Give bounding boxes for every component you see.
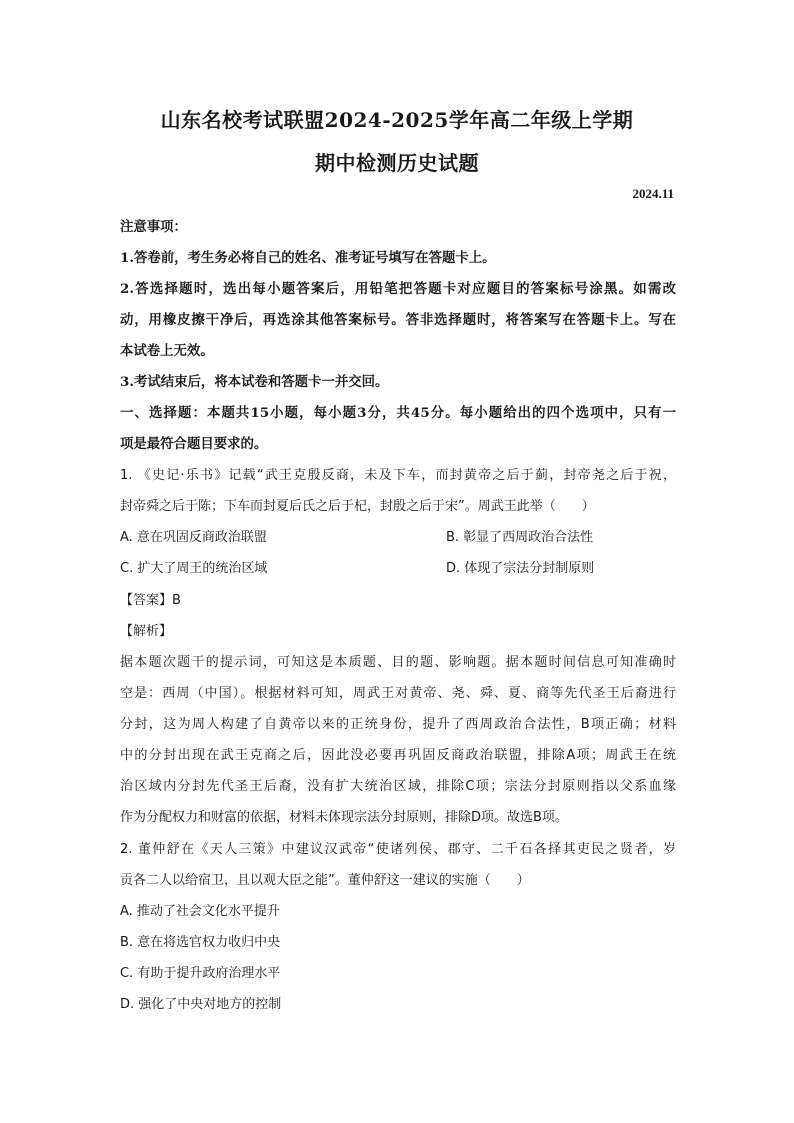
q1-analysis-line6: 作为分配权力和财富的依据，材料未体现宗法分封原则，排除D项。故选B项。 — [120, 810, 568, 825]
q2-option-c: C. 有助于提升政府治理水平 — [120, 966, 281, 981]
q1-analysis-line1: 据本题次题干的提示词，可知这是本质题、目的题、影响题。据本题时间信息可知准确时 — [120, 655, 676, 670]
q1-stem-line1: 1. 《史记·乐书》记载“武王克殷反商，未及下车，而封黄帝之后于蓟，封帝尧之后于祝， — [120, 468, 676, 483]
q1-analysis-line2: 空是：西周（中国）。根据材料可知，周武王对黄帝、尧、舜、夏、商等先代圣王后裔进行 — [120, 686, 676, 701]
exam-title-line1: 山东名校考试联盟2024-2025学年高二年级上学期 — [160, 108, 634, 132]
q1-analysis-line4: 中的分封出现在武王克商之后，因此没必要再巩固反商政治联盟，排除A项；周武王在统 — [120, 748, 676, 763]
notice-heading: 注意事项： — [120, 219, 187, 235]
notice-item-1: 1.答卷前，考生务必将自己的姓名、准考证号填写在答题卡上。 — [120, 250, 496, 266]
q2-option-d: D. 强化了中央对地方的控制 — [120, 997, 282, 1012]
q1-stem-line2: 封帝舜之后于陈；下车而封夏后氏之后于杞，封殷之后于宋”。周武王此举（ ） — [120, 499, 595, 514]
notice-item-3: 3.考试结束后，将本试卷和答题卡一并交回。 — [120, 374, 389, 390]
section1-heading-line1: 一、选择题：本题共15小题，每小题3分，共45分。每小题给出的四个选项中，只有一 — [120, 405, 676, 421]
q2-stem-line2: 贡各二人以给宿卫，且以观大臣之能”。董仲舒这一建议的实施（ ） — [120, 873, 530, 888]
q2-option-a: A. 推动了社会文化水平提升 — [120, 904, 280, 919]
notice-item-2-line3: 本试卷上无效。 — [120, 343, 214, 359]
notice-item-2-line1: 2.答选择题时，选出每小题答案后，用铅笔把答题卡对应题目的答案标号涂黑。如需改 — [120, 281, 676, 297]
exam-title-line2: 期中检测历史试题 — [315, 151, 479, 175]
q2-stem-line1: 2. 董仲舒在《天人三策》中建议汉武帝“使诸列侯、郡守、二千石各择其吏民之贤者，岁 — [120, 842, 676, 857]
section1-heading-line2: 项是最符合题目要求的。 — [120, 436, 268, 452]
q1-option-c: C. 扩大了周王的统治区域 — [120, 561, 268, 576]
q1-analysis-line5: 治区域内分封先代圣王后裔，没有扩大统治区域，排除C项；宗法分封原则指以父系血缘 — [120, 779, 676, 794]
notice-item-2-line2: 动，用橡皮擦干净后，再选涂其他答案标号。答非选择题时，将答案写在答题卡上。写在 — [120, 312, 676, 328]
q1-option-a: A. 意在巩固反商政治联盟 — [120, 530, 267, 545]
q1-analysis-line3: 分封，这为周人构建了自黄帝以来的正统身份，提升了西周政治合法性，B项正确；材料 — [120, 717, 676, 732]
q1-answer: 【答案】B — [120, 593, 181, 608]
q1-option-b: B. 彰显了西周政治合法性 — [446, 530, 594, 545]
q2-option-b: B. 意在将选官权力收归中央 — [120, 935, 281, 950]
q1-analysis-label: 【解析】 — [120, 624, 173, 639]
exam-date: 2024.11 — [632, 186, 674, 201]
q1-option-d: D. 体现了宗法分封制原则 — [446, 561, 595, 576]
